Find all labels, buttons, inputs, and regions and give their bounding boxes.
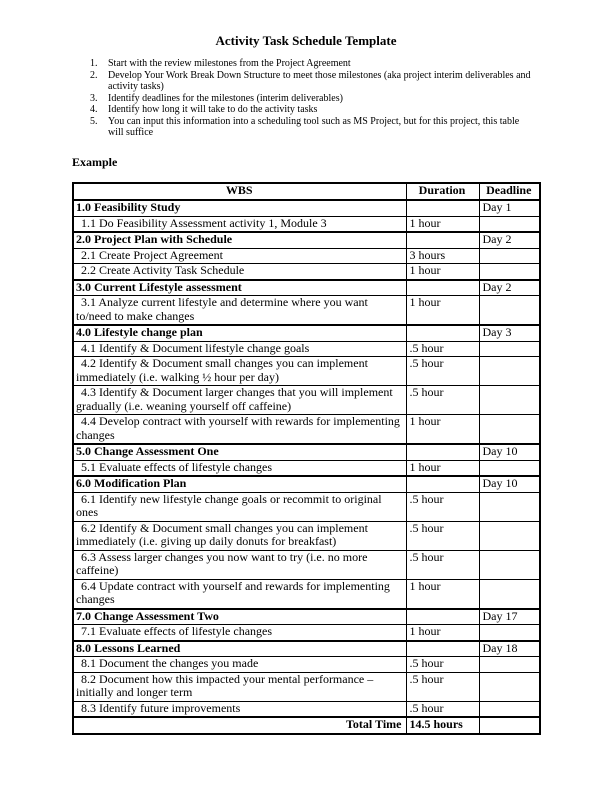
wbs-cell: 8.0 Lessons Learned <box>73 641 406 657</box>
duration-cell: .5 hour <box>406 492 479 521</box>
section-row <box>73 476 540 492</box>
section-row <box>73 200 540 216</box>
table-row <box>73 657 540 673</box>
duration-cell: 1 hour <box>406 216 479 232</box>
duration-cell: .5 hour <box>406 521 479 550</box>
duration-cell: 1 hour <box>406 264 479 280</box>
duration-cell <box>406 200 479 216</box>
duration-cell <box>406 476 479 492</box>
instruction-number: 2. <box>90 69 98 81</box>
table-row <box>73 492 540 521</box>
instruction-text: Develop Your Work Break Down Structure to meet those milestones (aka project interim deliverables and activity tasks) <box>108 69 531 92</box>
example-heading: Example <box>72 154 118 169</box>
instruction-item <box>90 70 536 93</box>
deadline-cell <box>479 657 540 673</box>
duration-cell: .5 hour <box>406 701 479 717</box>
instruction-list <box>90 58 536 139</box>
duration-cell <box>406 280 479 296</box>
instruction-item <box>90 93 536 105</box>
wbs-header-cell: WBS <box>73 183 406 201</box>
wbs-cell: 4.2 Identify & Document small changes you can implement immediately (i.e. walking ½ hour per day) <box>73 357 406 386</box>
section-row <box>73 232 540 248</box>
table-row <box>73 521 540 550</box>
table-row <box>73 672 540 701</box>
wbs-cell: 7.0 Change Assessment Two <box>73 609 406 625</box>
section-row <box>73 325 540 341</box>
wbs-cell: 6.4 Update contract with yourself and rewards for implementing changes <box>73 579 406 609</box>
table-row <box>73 460 540 476</box>
duration-cell: 3 hours <box>406 248 479 264</box>
wbs-cell: 7.1 Evaluate effects of lifestyle changes <box>73 625 406 641</box>
deadline-cell <box>479 460 540 476</box>
duration-header-cell: Duration <box>406 183 479 201</box>
deadline-cell: Day 3 <box>479 325 540 341</box>
deadline-cell: Day 18 <box>479 641 540 657</box>
page-title: Activity Task Schedule Template <box>215 33 397 48</box>
table-row <box>73 701 540 717</box>
wbs-cell: 2.0 Project Plan with Schedule <box>73 232 406 248</box>
deadline-cell: Day 10 <box>479 444 540 460</box>
deadline-cell <box>479 625 540 641</box>
table-row <box>73 341 540 357</box>
duration-cell: 1 hour <box>406 625 479 641</box>
duration-cell <box>406 609 479 625</box>
deadline-cell <box>479 248 540 264</box>
total-row <box>73 717 540 734</box>
header-row <box>73 183 540 201</box>
section-row <box>73 444 540 460</box>
duration-cell: .5 hour <box>406 386 479 415</box>
duration-cell: .5 hour <box>406 672 479 701</box>
instruction-text: Start with the review milestones from the Project Agreement <box>108 58 351 69</box>
wbs-cell: 1.0 Feasibility Study <box>73 200 406 216</box>
duration-cell <box>406 325 479 341</box>
schedule-table-header <box>73 183 540 201</box>
table-row <box>73 386 540 415</box>
duration-cell: 1 hour <box>406 460 479 476</box>
deadline-cell: Day 2 <box>479 232 540 248</box>
table-row <box>73 625 540 641</box>
wbs-cell: 4.4 Develop contract with yourself with rewards for implementing changes <box>73 415 406 445</box>
duration-cell <box>406 641 479 657</box>
instruction-item <box>90 116 536 139</box>
deadline-header-cell: Deadline <box>479 183 540 201</box>
instruction-number: 1. <box>90 58 98 69</box>
instruction-text: Identify how long it will take to do the activity tasks <box>108 104 318 115</box>
duration-cell: 1 hour <box>406 579 479 609</box>
duration-cell: .5 hour <box>406 357 479 386</box>
wbs-cell: 8.3 Identify future improvements <box>73 701 406 717</box>
duration-cell <box>406 444 479 460</box>
deadline-cell <box>479 264 540 280</box>
wbs-cell: 2.1 Create Project Agreement <box>73 248 406 264</box>
schedule-table-body <box>73 200 540 717</box>
wbs-cell: 5.1 Evaluate effects of lifestyle changes <box>73 460 406 476</box>
wbs-cell: 3.0 Current Lifestyle assessment <box>73 280 406 296</box>
deadline-cell <box>479 521 540 550</box>
total-duration-cell: 14.5 hours <box>406 717 479 734</box>
instruction-text: You can input this information into a scheduling tool such as MS Project, but for this project, this table will suffice <box>108 115 520 138</box>
deadline-cell: Day 10 <box>479 476 540 492</box>
table-row <box>73 296 540 326</box>
table-row <box>73 550 540 579</box>
wbs-cell: 4.0 Lifestyle change plan <box>73 325 406 341</box>
section-row <box>73 641 540 657</box>
wbs-cell: 6.2 Identify & Document small changes you can implement immediately (i.e. giving up daily donuts for breakfast) <box>73 521 406 550</box>
duration-cell: .5 hour <box>406 341 479 357</box>
section-row <box>73 609 540 625</box>
deadline-cell <box>479 550 540 579</box>
instruction-text: Identify deadlines for the milestones (interim deliverables) <box>108 92 343 104</box>
wbs-cell: 4.1 Identify & Document lifestyle change goals <box>73 341 406 357</box>
instruction-item <box>90 58 536 70</box>
wbs-cell: 8.2 Document how this impacted your mental performance – initially and longer term <box>73 672 406 701</box>
instruction-number: 4. <box>90 104 98 115</box>
duration-cell <box>406 232 479 248</box>
deadline-cell <box>479 216 540 232</box>
table-row <box>73 579 540 609</box>
wbs-cell: 5.0 Change Assessment One <box>73 444 406 460</box>
table-row <box>73 415 540 445</box>
duration-cell: .5 hour <box>406 550 479 579</box>
instruction-number: 5. <box>90 115 98 127</box>
duration-cell: 1 hour <box>406 296 479 326</box>
wbs-cell: 4.3 Identify & Document larger changes that you will implement gradually (i.e. weaning yourself off caffeine) <box>73 386 406 415</box>
wbs-cell: 2.2 Create Activity Task Schedule <box>73 264 406 280</box>
section-row <box>73 280 540 296</box>
duration-cell: .5 hour <box>406 657 479 673</box>
deadline-cell <box>479 415 540 445</box>
deadline-cell: Day 17 <box>479 609 540 625</box>
deadline-cell <box>479 386 540 415</box>
instruction-item <box>90 104 536 116</box>
table-row <box>73 248 540 264</box>
total-label-cell: Total Time <box>73 717 406 734</box>
instruction-number: 3. <box>90 92 98 104</box>
wbs-cell: 6.0 Modification Plan <box>73 476 406 492</box>
table-row <box>73 264 540 280</box>
deadline-cell <box>479 672 540 701</box>
wbs-cell: 3.1 Analyze current lifestyle and determine where you want to/need to make changes <box>73 296 406 326</box>
wbs-cell: 6.3 Assess larger changes you now want to try (i.e. no more caffeine) <box>73 550 406 579</box>
wbs-cell: 8.1 Document the changes you made <box>73 657 406 673</box>
deadline-cell <box>479 701 540 717</box>
table-row <box>73 357 540 386</box>
deadline-cell: Day 2 <box>479 280 540 296</box>
deadline-cell <box>479 492 540 521</box>
wbs-cell: 6.1 Identify new lifestyle change goals or recommit to original ones <box>73 492 406 521</box>
total-deadline-cell <box>479 717 540 734</box>
deadline-cell <box>479 341 540 357</box>
wbs-cell: 1.1 Do Feasibility Assessment activity 1, Module 3 <box>73 216 406 232</box>
table-row <box>73 216 540 232</box>
duration-cell: 1 hour <box>406 415 479 445</box>
deadline-cell: Day 1 <box>479 200 540 216</box>
schedule-table <box>72 182 541 735</box>
deadline-cell <box>479 357 540 386</box>
deadline-cell <box>479 296 540 326</box>
deadline-cell <box>479 579 540 609</box>
schedule-table-footer <box>73 717 540 734</box>
